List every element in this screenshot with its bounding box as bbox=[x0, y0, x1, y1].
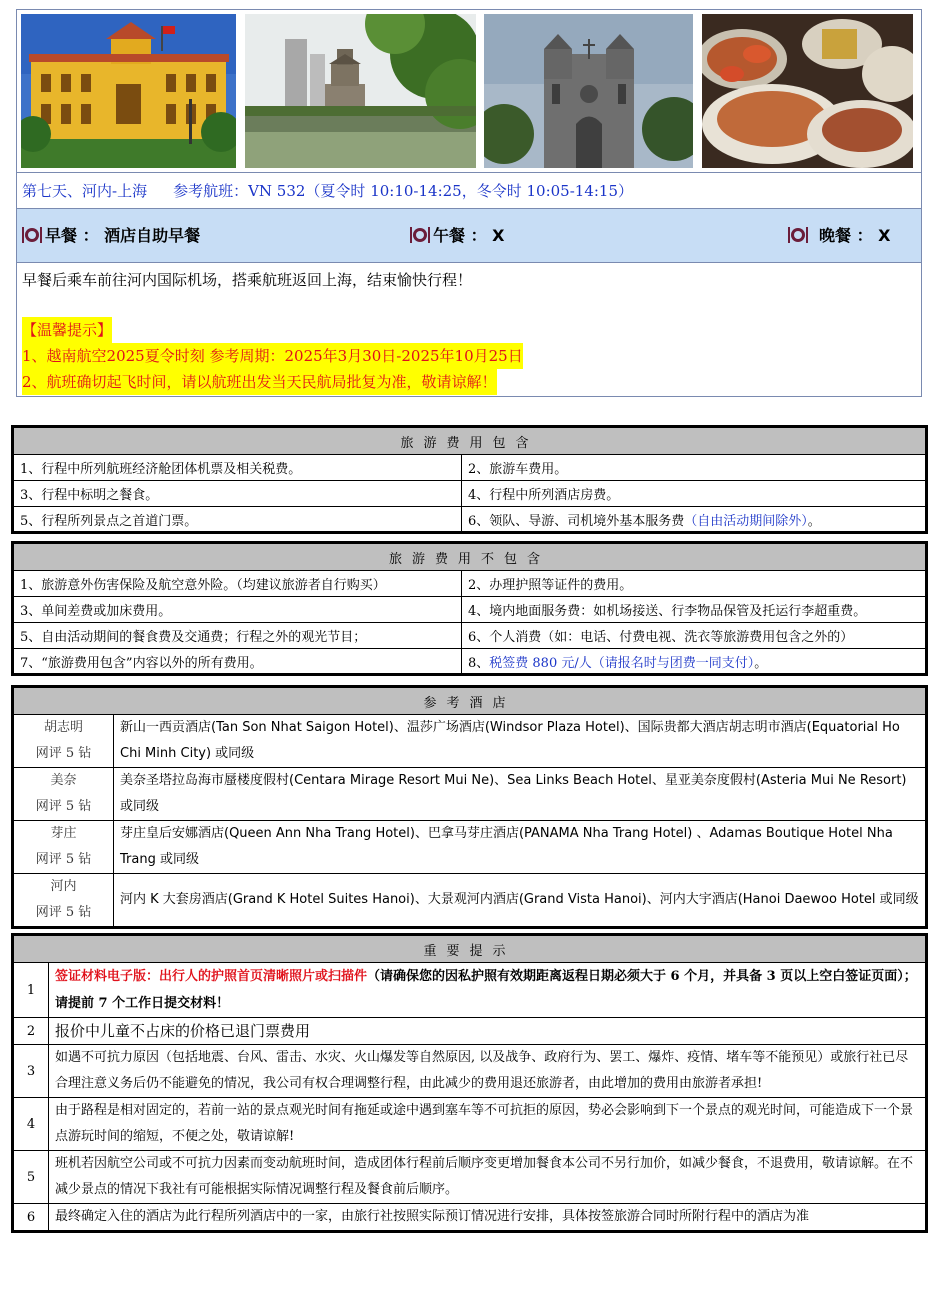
included-item: 1、行程中所列航班经济舱团体机票及相关税费。 bbox=[13, 455, 462, 481]
photo-strip bbox=[17, 10, 921, 173]
included-item-end: 。 bbox=[807, 513, 821, 529]
hotel-city: 美奈 bbox=[50, 773, 77, 788]
note-body: （请确保您的因私护照有效期距离返程日期必须大于 6 个月，并具备 3 页以上空白签证页面）；请提前 7 个工作日提交材料！ bbox=[55, 969, 917, 1011]
description-text: 早餐后乘车前往河内国际机场，搭乘航班返回上海，结束愉快行程！ bbox=[22, 271, 473, 289]
note-number: 4 bbox=[13, 1098, 49, 1151]
hotel-city-cell bbox=[13, 874, 114, 928]
buffet-food-photo bbox=[702, 14, 913, 168]
dinner bbox=[787, 223, 890, 246]
included-item bbox=[462, 507, 927, 533]
flight-info: 参考航班：VN 532（夏令时 10:10-14:25，冬令时 10:05-14:15） bbox=[173, 182, 634, 200]
note-text bbox=[49, 963, 927, 1018]
breakfast-label: 早餐 ： 酒店自助早餐 bbox=[45, 226, 201, 245]
hotel-names: 美奈圣塔拉岛海市蜃楼度假村(Centara Mirage Resort Mui Ne)、Sea Links Beach Hotel、星亚美奈度假村(Asteria Mui Ne Resort) 或同级 bbox=[114, 768, 927, 821]
hotel-city: 河内 bbox=[50, 879, 77, 894]
tip-line: 1、越南航空2025夏令时刻 参考周期：2025年3月30日-2025年10月25日 bbox=[22, 343, 523, 369]
included-item: 2、旅游车费用。 bbox=[462, 455, 927, 481]
hotel-city-cell bbox=[13, 715, 114, 768]
excluded-item-end: 。 bbox=[754, 655, 768, 671]
hotel-city: 胡志明 bbox=[43, 720, 83, 735]
note-number: 5 bbox=[13, 1151, 49, 1204]
lunch-label: 午餐 ： X bbox=[433, 226, 505, 245]
section-title: 重要提示 bbox=[13, 935, 927, 963]
hotel-rating: 网评 5 钻 bbox=[35, 746, 92, 761]
hotel-city-cell bbox=[13, 768, 114, 821]
note-number: 2 bbox=[13, 1018, 49, 1045]
hotel-rating: 网评 5 钻 bbox=[35, 905, 92, 920]
dining-plate-icon bbox=[21, 224, 43, 246]
hotel-names: 芽庄皇后安娜酒店(Queen Ann Nha Trang Hotel)、巴拿马芽庄酒店(PANAMA Nha Trang Hotel) 、Adamas Boutique Hotel Nha Trang 或同级 bbox=[114, 821, 927, 874]
breakfast bbox=[21, 223, 200, 246]
meals-bar bbox=[17, 209, 921, 263]
turtle-tower-photo bbox=[245, 14, 476, 168]
included-table bbox=[11, 425, 928, 534]
hotel-row bbox=[13, 821, 927, 874]
note-row bbox=[13, 1204, 927, 1232]
excluded-item: 3、单间差费或加床费用。 bbox=[13, 597, 462, 623]
hotel-rating: 网评 5 钻 bbox=[35, 852, 92, 867]
visa-fee-note: 税签费 880 元/人（请报名时与团费一同支付） bbox=[489, 655, 755, 671]
st-joseph-cathedral-photo bbox=[484, 14, 693, 168]
tips-title: 【温馨提示】 bbox=[22, 317, 112, 343]
hotel-city-cell bbox=[13, 821, 114, 874]
note-text: 最终确定入住的酒店为此行程所列酒店中的一家，由旅行社按照实际预订情况进行安排，具体按签旅游合同时所附行程中的酒店为准 bbox=[49, 1204, 927, 1232]
excluded-item bbox=[462, 649, 927, 675]
note-number: 3 bbox=[13, 1045, 49, 1098]
note-row bbox=[13, 1151, 927, 1204]
lunch bbox=[409, 223, 504, 246]
included-item-text: 6、领队、导游、司机境外基本服务费 bbox=[468, 513, 685, 529]
presidential-palace-photo bbox=[21, 14, 236, 168]
note-number: 6 bbox=[13, 1204, 49, 1232]
section-title: 参考酒店 bbox=[13, 687, 927, 715]
note-row bbox=[13, 1098, 927, 1151]
excluded-item: 2、办理护照等证件的费用。 bbox=[462, 571, 927, 597]
hotel-rating: 网评 5 钻 bbox=[35, 799, 92, 814]
note-text: 报价中儿童不占床的价格已退门票费用 bbox=[49, 1018, 927, 1045]
note-text: 班机若因航空公司或不可抗力因素而变动航班时间，造成团体行程前后顺序变更增加餐食本公司不另行加价，如减少餐食，不退费用，敬请谅解。在不减少景点的情况下我社有可能根据实际情况调整行程及餐食前后顺序。 bbox=[49, 1151, 927, 1204]
included-item: 3、行程中标明之餐食。 bbox=[13, 481, 462, 507]
excluded-table bbox=[11, 541, 928, 676]
note-number: 1 bbox=[13, 963, 49, 1018]
hotel-row bbox=[13, 874, 927, 928]
note-row bbox=[13, 1045, 927, 1098]
day-itinerary bbox=[16, 9, 922, 397]
tip-line: 2、航班确切起飞时间，请以航班出发当天民航局批复为准，敬请谅解！ bbox=[22, 369, 497, 395]
note-highlight: 签证材料电子版：出行人的护照首页清晰照片或扫描件 bbox=[55, 969, 368, 984]
included-item-note: （自由活动期间除外） bbox=[684, 513, 808, 529]
excluded-item: 1、旅游意外伤害保险及航空意外险。（均建议旅游者自行购买） bbox=[13, 571, 462, 597]
day-header bbox=[17, 173, 921, 209]
hotel-row bbox=[13, 715, 927, 768]
note-text: 由于路程是相对固定的，若前一站的景点观光时间有拖延或途中遇到塞车等不可抗拒的原因，势必会影响到下一个景点的观光时间，可能造成下一个景点游玩时间的缩短，不便之处，敬请谅解! bbox=[49, 1098, 927, 1151]
note-row bbox=[13, 963, 927, 1018]
excluded-item: 6、个人消费（如：电话、付费电视、洗衣等旅游费用包含之外的） bbox=[462, 623, 927, 649]
note-text: 如遇不可抗力原因（包括地震、台风、雷击、水灾、火山爆发等自然原因, 以及战争、政府行为、罢工、爆炸、疫情、堵车等不能预见）或旅行社已尽合理注意义务后仍不能避免的情况，我公司有权合理调整行程，由此减少的费用退还旅游者，由此增加的费用由旅游者承担! bbox=[49, 1045, 927, 1098]
note-row bbox=[13, 1018, 927, 1045]
dinner-label: 晚餐 ： X bbox=[819, 226, 891, 245]
day-description bbox=[17, 263, 921, 399]
hotel-names: 河内 K 大套房酒店(Grand K Hotel Suites Hanoi)、大景观河内酒店(Grand Vista Hanoi)、河内大宇酒店(Hanoi Daewoo Hotel 或同级 bbox=[114, 874, 927, 928]
day-title: 第七天、河内-上海 bbox=[22, 182, 148, 200]
excluded-item: 4、境内地面服务费：如机场接送、行李物品保管及托运行李超重费。 bbox=[462, 597, 927, 623]
section-title: 旅游费用不包含 bbox=[13, 543, 927, 571]
hotel-city: 芽庄 bbox=[50, 826, 77, 841]
notes-table bbox=[11, 933, 928, 1233]
excluded-item: 7、“旅游费用包含”内容以外的所有费用。 bbox=[13, 649, 462, 675]
included-item: 5、行程所列景点之首道门票。 bbox=[13, 507, 462, 533]
hotel-row bbox=[13, 768, 927, 821]
included-item: 4、行程中所列酒店房费。 bbox=[462, 481, 927, 507]
dining-plate-icon bbox=[787, 224, 809, 246]
section-title: 旅游费用包含 bbox=[13, 427, 927, 455]
dining-plate-icon bbox=[409, 224, 431, 246]
hotel-names: 新山一西贡酒店(Tan Son Nhat Saigon Hotel)、温莎广场酒店(Windsor Plaza Hotel)、国际贵都大酒店胡志明市酒店(Equatorial Ho Chi Minh City) 或同级 bbox=[114, 715, 927, 768]
excluded-item: 5、自由活动期间的餐食费及交通费；行程之外的观光节目； bbox=[13, 623, 462, 649]
hotels-table bbox=[11, 685, 928, 929]
excluded-item-text: 8、 bbox=[468, 655, 490, 671]
